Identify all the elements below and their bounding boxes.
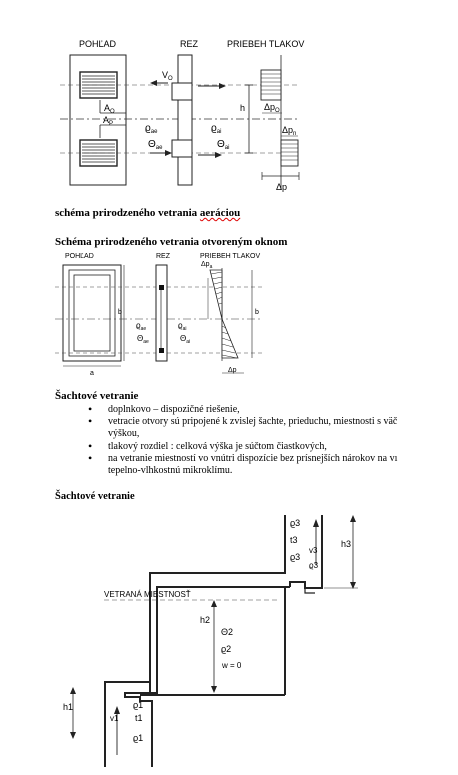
window-ventilation-diagram [0,248,458,388]
fig1-title-priebeh: PRIEBEH TLAKOV [227,39,305,49]
fig3-label-t3: t3 [290,535,298,545]
fig1-title-rez: REZ [180,39,198,49]
fig2-title-priebeh: PRIEBEH TLAKOV [200,253,261,260]
fig3-label-rho2: ϱ2 [221,644,232,654]
fig2-label-rho-ai: $ϱ_{ai}$ [178,321,187,332]
fig2-title-rez: REZ [156,253,170,260]
fig3-label-w0: w = 0 [222,661,242,670]
fig2-label-b-left: b [118,309,122,316]
fig3-label-h2: h2 [200,615,211,625]
fig3-label-rho3: ϱ3 [290,518,301,528]
fig1-label-ao: $A_O$ [104,103,115,115]
fig3-label-vetrana: VETRANÁ MIESTNOSŤ [104,590,191,599]
fig2-title-pohlad: POHĽAD [65,253,94,260]
fig2-label-theta-ai: $\Theta_{ai}$ [180,334,191,345]
fig2-label-a: a [90,370,94,377]
fig3-label-h1: h1 [63,702,74,712]
fig2-label-dp: Δp [228,367,237,374]
caption-aeration-last-word: aeráciou [199,207,241,219]
fig3-label-theta2: Θ2 [221,627,234,637]
caption-aeration-prefix: schéma prirodzeného vetrania [55,207,200,219]
fig2-label-rho-ae: $ϱ_{ae}$ [136,321,147,332]
heading-shaft-ventilation: Šachtové vetranie [55,390,139,402]
list-item: • vetracie otvory sú pripojené k zvislej šachte, prieduchu, miestnosti s väč výškou, [80,416,458,440]
fig1-label-dpo: $\Delta p_O$ [264,102,280,114]
fig1-label-h: h [240,103,246,113]
shaft-ventilation-diagram [0,505,458,775]
list-item: • doplnkovo – dispozičné riešenie, [80,404,458,416]
fig1-label-dpn: $\Delta p_n$ [282,125,297,137]
aeration-diagram [0,0,458,200]
list-item: • na vetranie miestností vo vnútri dispozície bez prísnejších nárokov na vı tepelno-vlhkostnú mikroklímu. [80,453,458,477]
heading-shaft-ventilation-2: Šachtové vetranie [55,491,135,502]
fig1-title-pohlad: POHĽAD [79,39,117,49]
fig1-label-theta-ae: $\Theta_{ae}$ [148,139,163,151]
fig3-label-h3: h3 [341,539,352,549]
fig2-label-b-right: b [255,309,259,316]
fig3-label-v1: v1 [110,714,119,723]
fig1-label-vo: $V_O$ [162,70,173,82]
fig1-label-rho-ai: $ϱ_{ai}$ [211,123,222,135]
fig3-label-rho1: ϱ1 [133,700,144,710]
fig2-label-theta-ae: $\Theta_{ae}$ [137,334,149,345]
heading-window-ventilation: Schéma prirodzeného vetrania otvoreným oknom [55,236,288,248]
shaft-ventilation-bullets [80,404,458,477]
fig1-label-rho-ae: $ϱ_{ae}$ [145,123,158,135]
list-item: • tlakový rozdiel : celková výška je súčtom čiastkových, [80,441,458,453]
fig3-label-rho1b: ϱ1 [133,733,144,743]
fig2-label-dpa: $\Delta p_a$ [201,261,213,270]
fig1-label-dp: Δp [276,182,288,192]
fig1-label-theta-ai: $\Theta_{ai}$ [217,139,230,151]
fig3-label-v3: v3 [309,546,318,555]
fig3-label-t1: t1 [135,713,143,723]
fig1-label-ap: $A_P$ [103,115,114,127]
fig3-label-rho3b: ϱ3 [290,552,301,562]
fig3-label-rho3c: ϱ3 [309,561,319,570]
caption-aeration [55,207,240,219]
